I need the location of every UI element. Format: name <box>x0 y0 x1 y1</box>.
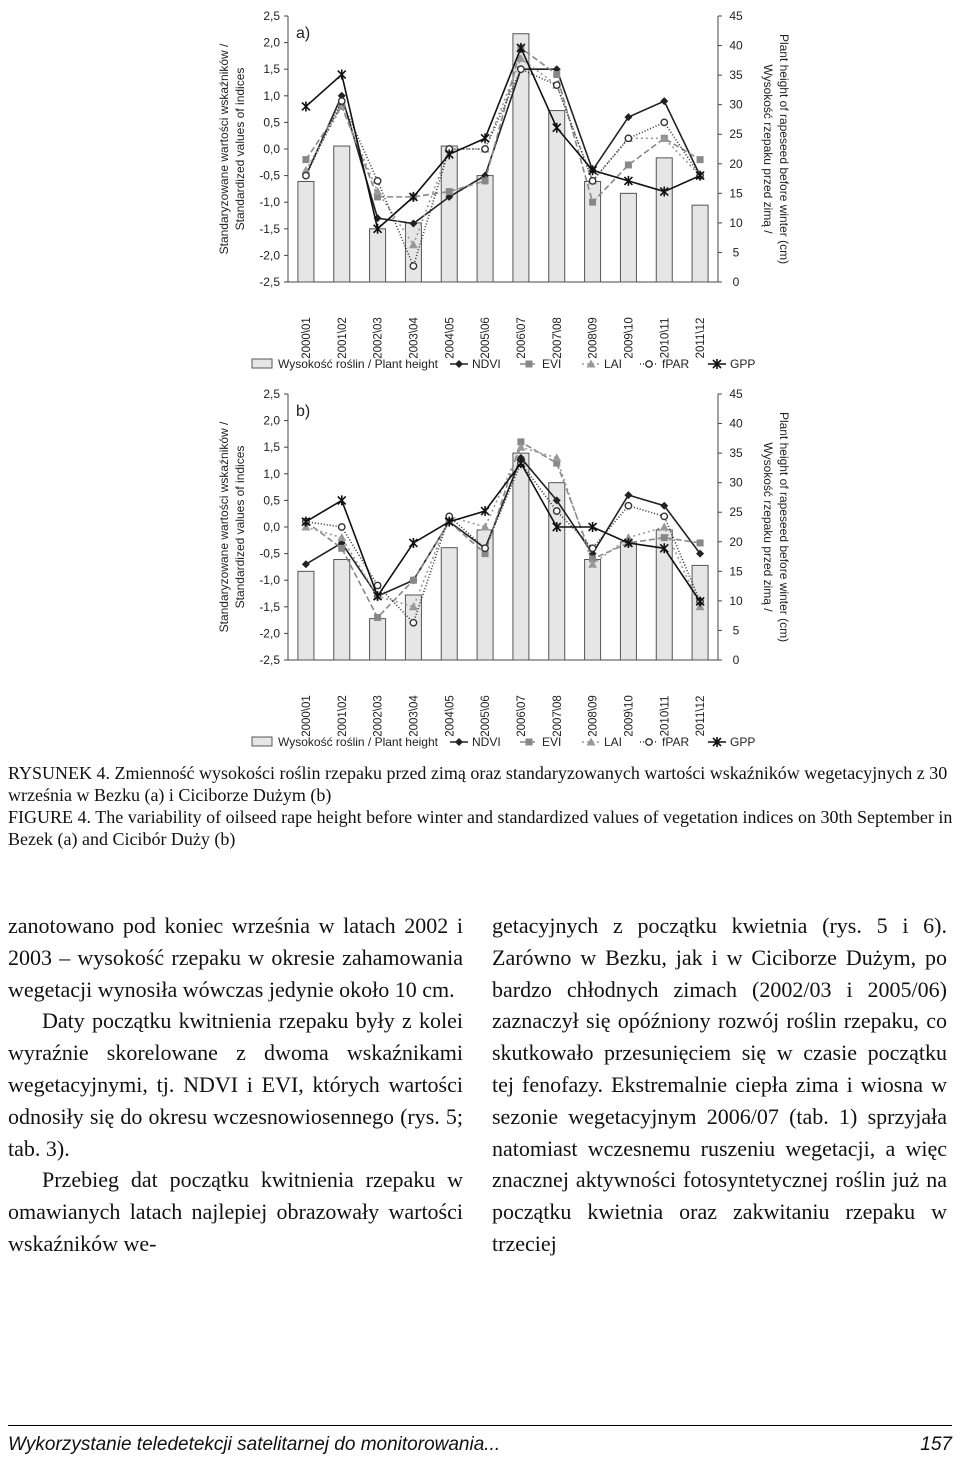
left-tick-label: 0,0 <box>263 520 280 534</box>
left-tick-label: 2,0 <box>263 413 280 428</box>
plant-height-bar <box>405 223 421 282</box>
right-tick-label: 20 <box>729 534 743 549</box>
plant-height-bar <box>692 565 708 660</box>
left-tick-label: -2,5 <box>259 653 280 667</box>
legend-marker-fpar <box>646 739 652 745</box>
left-tick-label: 2,5 <box>263 9 280 23</box>
point-evi <box>553 71 560 78</box>
point-fpar <box>625 503 631 509</box>
right-tick-label: 45 <box>729 9 743 23</box>
left-tick-label: 1,5 <box>263 62 280 77</box>
left-tick-label: -1,0 <box>259 573 280 588</box>
point-gpp <box>409 538 417 548</box>
legend-label-ndvi: NDVI <box>472 735 501 749</box>
legend-label-gpp: GPP <box>730 735 756 749</box>
x-tick-label: 2004\05 <box>444 695 457 737</box>
legend-marker-ndvi <box>455 360 463 368</box>
point-fpar <box>625 135 631 141</box>
point-evi <box>302 156 309 163</box>
point-gpp <box>338 495 346 505</box>
legend-swatch-plant-height <box>252 737 272 746</box>
x-tick-label: 2008\09 <box>587 695 600 737</box>
point-evi <box>446 188 453 195</box>
x-tick-label: 2003\04 <box>408 695 421 737</box>
legend-label-lai: LAI <box>604 357 623 371</box>
point-lai <box>481 523 490 531</box>
left-tick-label: 2,5 <box>263 387 280 401</box>
point-fpar <box>482 545 488 551</box>
page-footer <box>8 1434 952 1456</box>
right-tick-label: 40 <box>729 38 743 53</box>
paragraph: getacyjnych z początku kwietnia (rys. 5 i 6). Zarówno w Bezku, jak i w Ciciborze Dużym, po bardzo chłodnych zimach (2002/03 i 2005/06) zaznaczył się opóźniony rozwój roślin rzepaku, co skutkowało przesunięciem się w czasie początku tej fenofazy. Ekstremalnie ciepła zima i wiosna w sezonie wegetacyjnym 2006/07 (tab. 1) sprzyjała natomiast wczesnemu ruszeniu wegetacji, a więc znacznej aktywności fotosyntetycznej roślin już na początku kwietnia oraz zakwitaniu rzepaku w trzeciej <box>492 913 947 1256</box>
right-axis-title: Wysokość rzepaku przed zimą / <box>761 64 775 234</box>
legend-label-plant-height: Wysokość roślin / Plant height <box>278 357 438 371</box>
point-ndvi <box>660 97 668 105</box>
caption-english-text: The variability of oilseed rape height before winter and standardized values of vegetation indices on 30th September in Bezek (a) and Cicibór Duży (b) <box>8 807 953 849</box>
x-tick-label: 2005\06 <box>480 695 493 737</box>
right-axis-title: Plant height of rapeseed before winter (cm) <box>777 411 791 643</box>
left-axis-title: Standaryzowane wartości wskaźników / <box>217 421 231 633</box>
right-tick-label: 10 <box>729 215 743 230</box>
left-tick-label: -2,5 <box>259 275 280 289</box>
right-tick-label: 0 <box>732 653 740 667</box>
point-gpp <box>338 70 346 80</box>
right-tick-label: 35 <box>729 68 743 83</box>
legend-label-ndvi: NDVI <box>472 357 501 371</box>
running-title: Wykorzystanie teledetekcji satelitarnej do monitorowania... <box>8 1434 501 1455</box>
paragraph: Daty początku kwitnienia rzepaku były z kolei wyraźnie skorelowane z dwoma wskaźnikami wegetacyjnymi, tj. NDVI i EVI, których wartości odnosiły się do okresu wczesnowiosennego (rys. 5; tab. 3). <box>8 1008 463 1161</box>
legend-marker-evi <box>526 361 533 368</box>
paragraph: Przebieg dat początku kwitnienia rzepaku w omawianych latach najlepiej obrazowały wartości wskaźników we- <box>8 1167 463 1256</box>
x-tick-label: 2006\07 <box>515 695 528 737</box>
point-evi <box>625 161 632 168</box>
point-evi <box>374 614 381 621</box>
panel-label: b) <box>296 403 311 420</box>
point-evi <box>697 539 704 546</box>
x-tick-label: 2007\08 <box>551 695 564 737</box>
point-fpar <box>303 172 309 178</box>
point-ndvi <box>624 491 632 499</box>
x-tick-label: 2001\02 <box>336 695 349 737</box>
plant-height-bar <box>549 111 565 282</box>
plant-height-bar <box>441 548 457 660</box>
right-tick-label: 25 <box>729 505 743 520</box>
legend-label-gpp: GPP <box>730 357 756 371</box>
plant-height-bar <box>298 182 314 282</box>
series-line-lai <box>306 447 700 607</box>
x-tick-label: 2002\03 <box>372 695 385 737</box>
figure-caption <box>8 762 956 850</box>
right-tick-label: 25 <box>729 127 743 142</box>
right-axis-title: Plant height of rapeseed before winter (cm) <box>777 33 791 265</box>
legend-marker-evi <box>526 739 533 746</box>
x-tick-label: 2003\04 <box>408 317 421 359</box>
plant-height-bar <box>692 205 708 282</box>
series-line-gpp <box>306 463 700 601</box>
right-axis-title: Wysokość rzepaku przed zimą / <box>761 442 775 612</box>
x-tick-label: 2002\03 <box>372 317 385 359</box>
page-number: 157 <box>920 1434 952 1455</box>
plant-height-bar <box>334 560 350 660</box>
x-tick-label: 2009\10 <box>623 317 636 359</box>
paragraph: zanotowano pod koniec września w latach 2002 i 2003 – wysokość rzepaku w okresie zahamowania wegetacji wynosiła wówczas jedynie około 10 cm. <box>8 913 463 1002</box>
point-fpar <box>410 620 416 626</box>
legend-label-plant-height: Wysokość roślin / Plant height <box>278 735 438 749</box>
plant-height-bar <box>513 453 529 660</box>
point-fpar <box>410 263 416 269</box>
left-axis-title: Standardized values of indices <box>233 67 247 231</box>
legend-label-evi: EVI <box>542 357 562 371</box>
point-evi <box>589 199 596 206</box>
point-fpar <box>589 178 595 184</box>
left-tick-label: 2,0 <box>263 35 280 50</box>
left-tick-label: 0,5 <box>263 493 280 508</box>
legend-label-lai: LAI <box>604 735 623 749</box>
left-tick-label: -2,0 <box>259 626 280 641</box>
point-fpar <box>482 146 488 152</box>
caption-english-prefix: FIGURE 4. <box>8 807 92 827</box>
point-fpar <box>554 82 560 88</box>
chart-panel-b <box>200 378 800 756</box>
point-fpar <box>518 66 524 72</box>
point-evi <box>482 177 489 184</box>
right-tick-label: 0 <box>732 275 740 289</box>
x-tick-label: 2005\06 <box>480 317 493 359</box>
plant-height-bar <box>620 542 636 660</box>
body-column-right <box>492 910 947 1260</box>
point-evi <box>697 156 704 163</box>
x-tick-label: 2001\02 <box>336 317 349 359</box>
right-tick-label: 30 <box>729 475 743 490</box>
right-tick-label: 40 <box>729 416 743 431</box>
body-column-left <box>8 910 463 1260</box>
point-evi <box>661 534 668 541</box>
x-tick-label: 2010\11 <box>659 317 672 359</box>
legend-label-evi: EVI <box>542 735 562 749</box>
x-tick-label: 2010\11 <box>659 695 672 737</box>
left-tick-label: -0,5 <box>259 168 280 183</box>
x-tick-label: 2004\05 <box>444 317 457 359</box>
point-fpar <box>589 545 595 551</box>
point-fpar <box>374 582 380 588</box>
left-tick-label: -1,0 <box>259 195 280 210</box>
caption-english <box>8 806 956 850</box>
left-tick-label: -2,0 <box>259 248 280 263</box>
right-tick-label: 5 <box>732 623 740 638</box>
legend-marker-ndvi <box>455 738 463 746</box>
legend-label-fpar: fPAR <box>662 735 690 749</box>
panel-label: a) <box>296 25 311 42</box>
plant-height-bar <box>298 571 314 660</box>
footer-divider <box>8 1425 952 1426</box>
point-fpar <box>374 178 380 184</box>
caption-polish-prefix: RYSUNEK 4. <box>8 763 111 783</box>
right-tick-label: 35 <box>729 446 743 461</box>
point-fpar <box>661 119 667 125</box>
point-evi <box>410 577 417 584</box>
series-line-evi <box>306 442 700 618</box>
left-tick-label: 0,5 <box>263 115 280 130</box>
x-tick-label: 2000\01 <box>300 695 313 737</box>
right-tick-label: 15 <box>729 186 743 201</box>
x-tick-label: 2008\09 <box>587 317 600 359</box>
plant-height-bar <box>477 176 493 282</box>
point-lai <box>552 453 561 461</box>
x-tick-label: 2000\01 <box>300 317 313 359</box>
point-lai <box>337 533 346 541</box>
plant-height-bar <box>585 560 601 660</box>
right-tick-label: 20 <box>729 156 743 171</box>
left-axis-title: Standaryzowane wartości wskaźników / <box>217 43 231 255</box>
caption-polish <box>8 762 956 806</box>
left-tick-label: 1,0 <box>263 466 280 481</box>
series-line-evi <box>306 48 700 202</box>
series-line-fpar <box>306 69 700 266</box>
plant-height-bar <box>656 158 672 282</box>
x-tick-label: 2009\10 <box>623 695 636 737</box>
left-axis-title: Standardized values of indices <box>233 445 247 609</box>
plant-height-bar <box>334 146 350 282</box>
right-tick-label: 15 <box>729 564 743 579</box>
legend-label-fpar: fPAR <box>662 357 690 371</box>
x-tick-label: 2006\07 <box>515 317 528 359</box>
left-tick-label: -1,5 <box>259 599 280 614</box>
left-tick-label: 1,5 <box>263 440 280 455</box>
x-tick-label: 2011\12 <box>695 317 708 359</box>
right-tick-label: 45 <box>729 387 743 401</box>
right-tick-label: 30 <box>729 97 743 112</box>
plant-height-bar <box>620 193 636 282</box>
plant-height-bar <box>585 182 601 282</box>
chart-panel-a <box>200 0 800 378</box>
plant-height-bar <box>370 619 386 660</box>
right-tick-label: 5 <box>732 245 740 260</box>
left-tick-label: -0,5 <box>259 546 280 561</box>
left-tick-label: -1,5 <box>259 221 280 236</box>
point-fpar <box>661 513 667 519</box>
x-tick-label: 2007\08 <box>551 317 564 359</box>
point-ndvi <box>302 560 310 568</box>
left-tick-label: 0,0 <box>263 142 280 156</box>
point-fpar <box>339 524 345 530</box>
point-fpar <box>339 98 345 104</box>
legend-marker-fpar <box>646 361 652 367</box>
point-evi <box>338 545 345 552</box>
right-tick-label: 10 <box>729 593 743 608</box>
plant-height-bar <box>370 229 386 282</box>
point-gpp <box>481 133 489 143</box>
x-tick-label: 2011\12 <box>695 695 708 737</box>
point-fpar <box>554 508 560 514</box>
caption-polish-text: Zmienność wysokości roślin rzepaku przed zimą oraz standaryzowanych wartości wskaźników wegetacyjnych z 30 września w Bezku (a) i Ciciborze Dużym (b) <box>8 763 948 805</box>
left-tick-label: 1,0 <box>263 88 280 103</box>
point-gpp <box>302 101 310 111</box>
legend-swatch-plant-height <box>252 359 272 368</box>
